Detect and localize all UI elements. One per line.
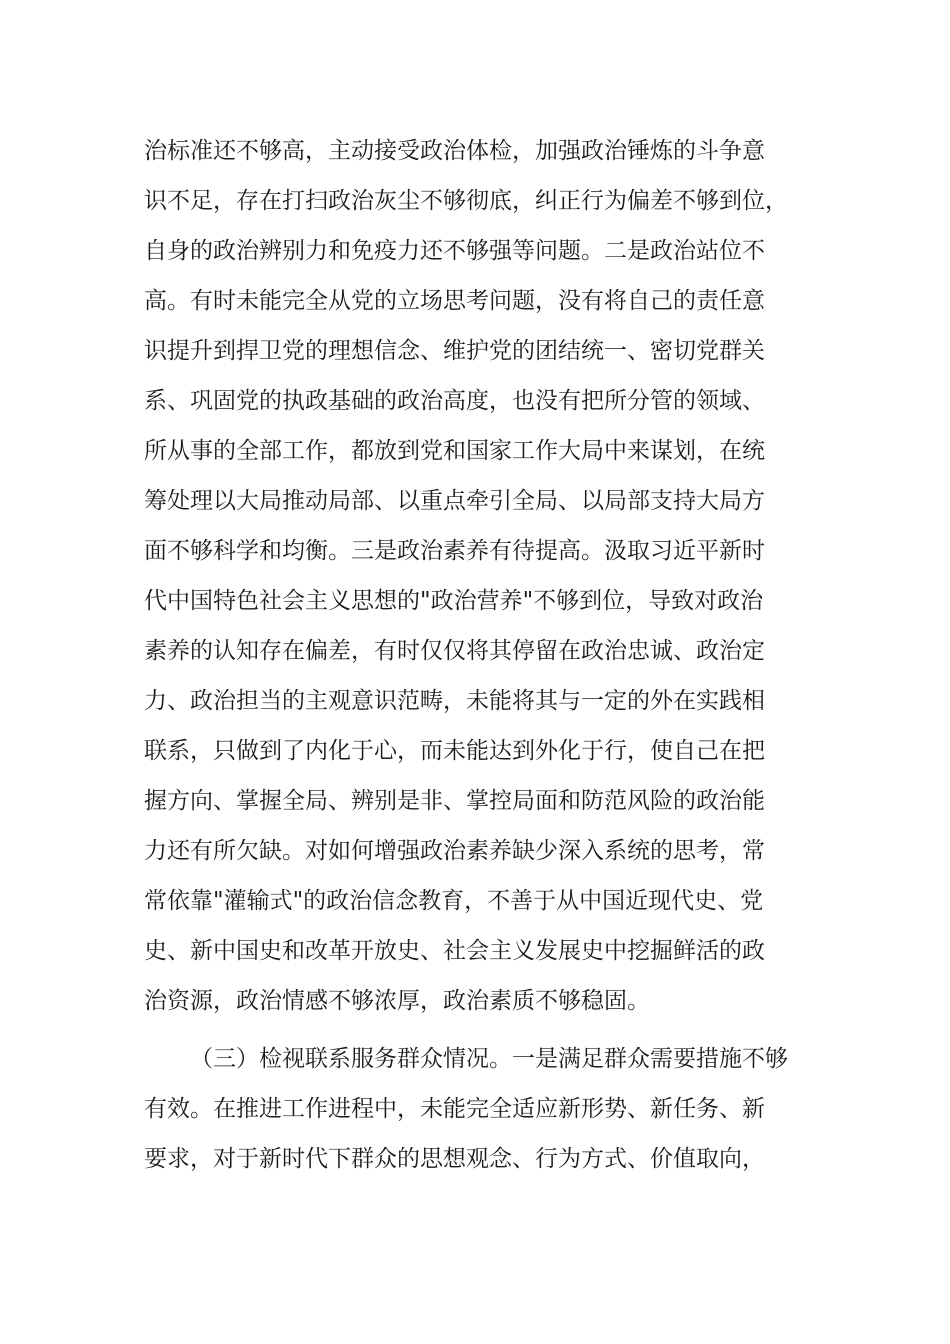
text-line: 握方向、掌握全局、辨别是非、掌控局面和防范风险的政治能 bbox=[144, 788, 765, 814]
text-line: 史、新中国史和改革开放史、社会主义发展史中挖掘鲜活的政 bbox=[144, 938, 765, 964]
text-line: 面不够科学和均衡。三是政治素养有待提高。汲取习近平新时 bbox=[144, 538, 765, 564]
text-line: 治资源，政治情感不够浓厚，政治素质不够稳固。 bbox=[144, 988, 650, 1014]
text-line: 有效。在推进工作进程中，未能完全适应新形势、新任务、新 bbox=[144, 1096, 765, 1122]
text-line: 识提升到捍卫党的理想信念、维护党的团结统一、密切党群关 bbox=[144, 338, 765, 364]
text-line: 要求，对于新时代下群众的思想观念、行为方式、价值取向， bbox=[144, 1146, 765, 1172]
text-line: 自身的政治辨别力和免疫力还不够强等问题。二是政治站位不 bbox=[144, 238, 765, 264]
text-line: 治标准还不够高，主动接受政治体检，加强政治锤炼的斗争意 bbox=[144, 138, 765, 164]
text-line: 联系，只做到了内化于心，而未能达到外化于行，使自己在把 bbox=[144, 738, 765, 764]
text-line: 力、政治担当的主观意识范畴，未能将其与一定的外在实践相 bbox=[144, 688, 765, 714]
text-line: 系、巩固党的执政基础的政治高度，也没有把所分管的领域、 bbox=[144, 388, 765, 414]
text-line: 所从事的全部工作，都放到党和国家工作大局中来谋划，在统 bbox=[144, 438, 765, 464]
text-line: 素养的认知存在偏差，有时仅仅将其停留在政治忠诚、政治定 bbox=[144, 638, 765, 664]
text-line: 识不足，存在打扫政治灰尘不够彻底，纠正行为偏差不够到位， bbox=[144, 188, 788, 214]
text-line: 常依靠"灌输式"的政治信念教育，不善于从中国近现代史、党 bbox=[144, 888, 764, 914]
text-line-indented: （三）检视联系服务群众情况。一是满足群众需要措施不够 bbox=[190, 1046, 788, 1072]
text-line: 力还有所欠缺。对如何增强政治素养缺少深入系统的思考，常 bbox=[144, 838, 765, 864]
text-line: 高。有时未能完全从党的立场思考问题，没有将自己的责任意 bbox=[144, 288, 765, 314]
text-line: 筹处理以大局推动局部、以重点牵引全局、以局部支持大局方 bbox=[144, 488, 765, 514]
text-line: 代中国特色社会主义思想的"政治营养"不够到位，导致对政治 bbox=[144, 588, 764, 614]
